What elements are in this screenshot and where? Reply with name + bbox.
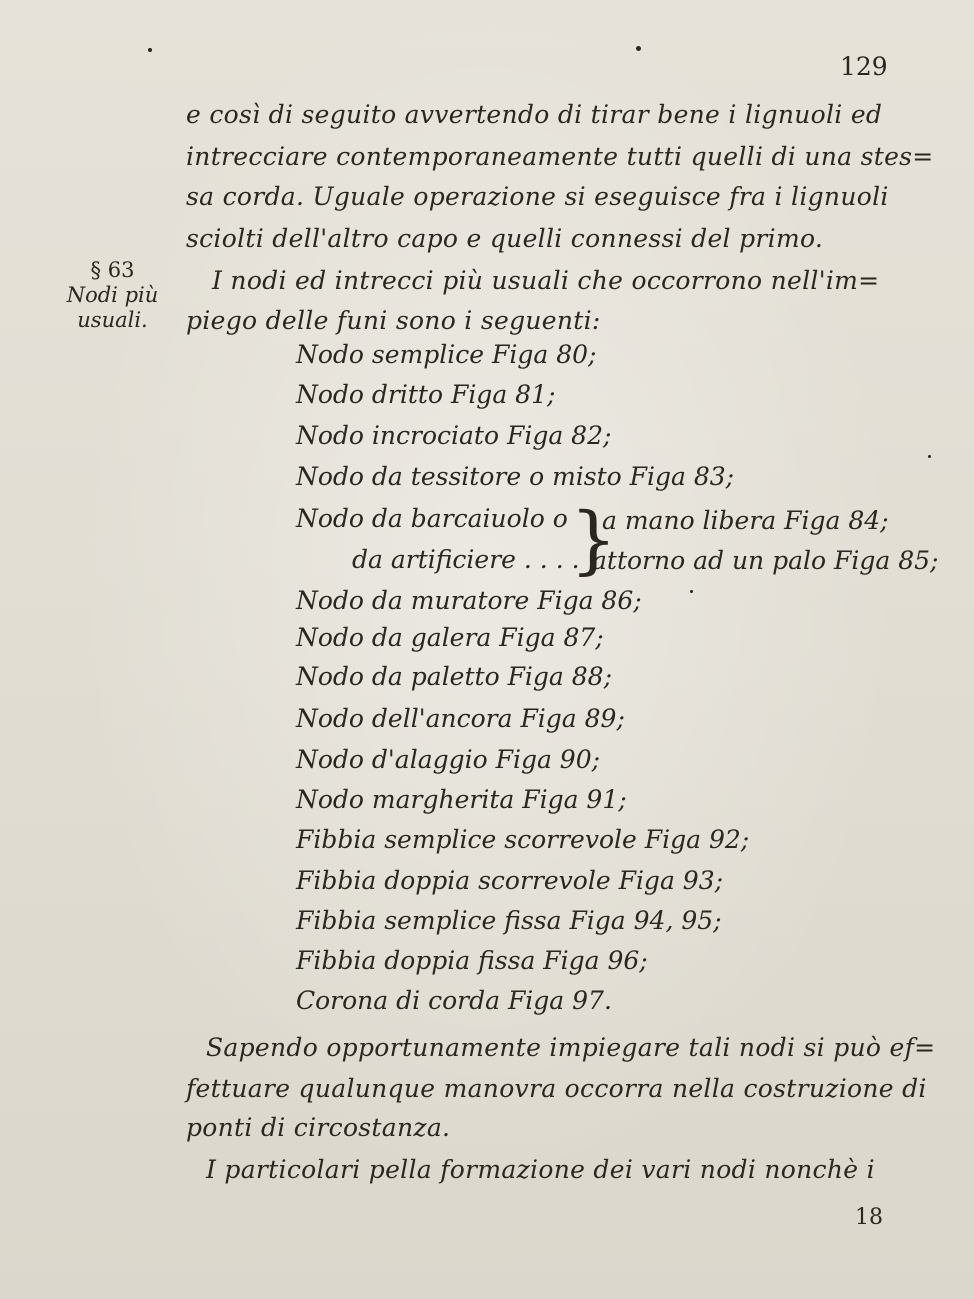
knot-list-item: attorno ad un palo Figa 85; — [592, 546, 939, 575]
body-line: sa corda. Uguale operazione si eseguisce fra i lignuoli — [186, 182, 889, 211]
knot-list-item: Nodo da tessitore o misto Figa 83; — [296, 462, 735, 491]
knot-list-item: Corona di corda Figa 97. — [296, 986, 612, 1015]
knot-list-item: Nodo da galera Figa 87; — [296, 623, 604, 652]
knot-list-item: Nodo d'alaggio Figa 90; — [296, 745, 601, 774]
knot-list-item: Fibbia semplice scorrevole Figa 92; — [296, 825, 750, 854]
body-line: piego delle funi sono i seguenti: — [186, 306, 601, 335]
curly-brace: } — [570, 497, 618, 583]
ink-spot — [928, 455, 931, 458]
knot-list-item: Nodo da muratore Figa 86; — [296, 586, 642, 615]
body-line: Sapendo opportunamente impiegare tali nodi si può ef= — [206, 1033, 936, 1062]
knot-list-item: Nodo da paletto Figa 88; — [296, 662, 613, 691]
ink-spot — [690, 590, 693, 593]
body-line: intrecciare contemporaneamente tutti quelli di una stes= — [186, 142, 934, 171]
knot-list-item: a mano libera Figa 84; — [602, 506, 889, 535]
knot-list-item: Fibbia doppia fissa Figa 96; — [296, 946, 648, 975]
section-number: § 63 — [90, 258, 135, 282]
knot-list-item: da artificiere . . . . — [352, 545, 580, 574]
knot-list-item: Nodo da barcaiuolo o — [296, 504, 568, 533]
knot-list-item: Fibbia doppia scorrevole Figa 93; — [296, 866, 724, 895]
section-title-line-1: Nodi più — [66, 283, 159, 307]
body-line: fettuare qualunque manovra occorra nella costruzione di — [186, 1074, 927, 1103]
ink-spot — [148, 48, 152, 52]
body-line: I nodi ed intrecci più usuali che occorrono nell'im= — [212, 266, 880, 295]
knot-list-item: Nodo dell'ancora Figa 89; — [296, 704, 625, 733]
knot-list-item: Fibbia semplice fissa Figa 94, 95; — [296, 906, 722, 935]
knot-list-item: Nodo incrociato Figa 82; — [296, 421, 612, 450]
knot-list-item: Nodo dritto Figa 81; — [296, 380, 556, 409]
ink-spot — [636, 46, 641, 51]
page-number: 129 — [840, 52, 888, 81]
body-line: I particolari pella formazione dei vari nodi nonchè i — [206, 1155, 875, 1184]
sheet-number: 18 — [855, 1205, 883, 1230]
section-title-line-2: usuali. — [77, 308, 148, 332]
body-line: sciolti dell'altro capo e quelli connessi del primo. — [186, 224, 824, 253]
margin-note — [50, 258, 175, 333]
knot-list-item: Nodo margherita Figa 91; — [296, 785, 627, 814]
body-line: ponti di circostanza. — [186, 1113, 451, 1142]
body-line: e così di seguito avvertendo di tirar bene i lignuoli ed — [186, 100, 883, 129]
knot-list-item: Nodo semplice Figa 80; — [296, 340, 597, 369]
